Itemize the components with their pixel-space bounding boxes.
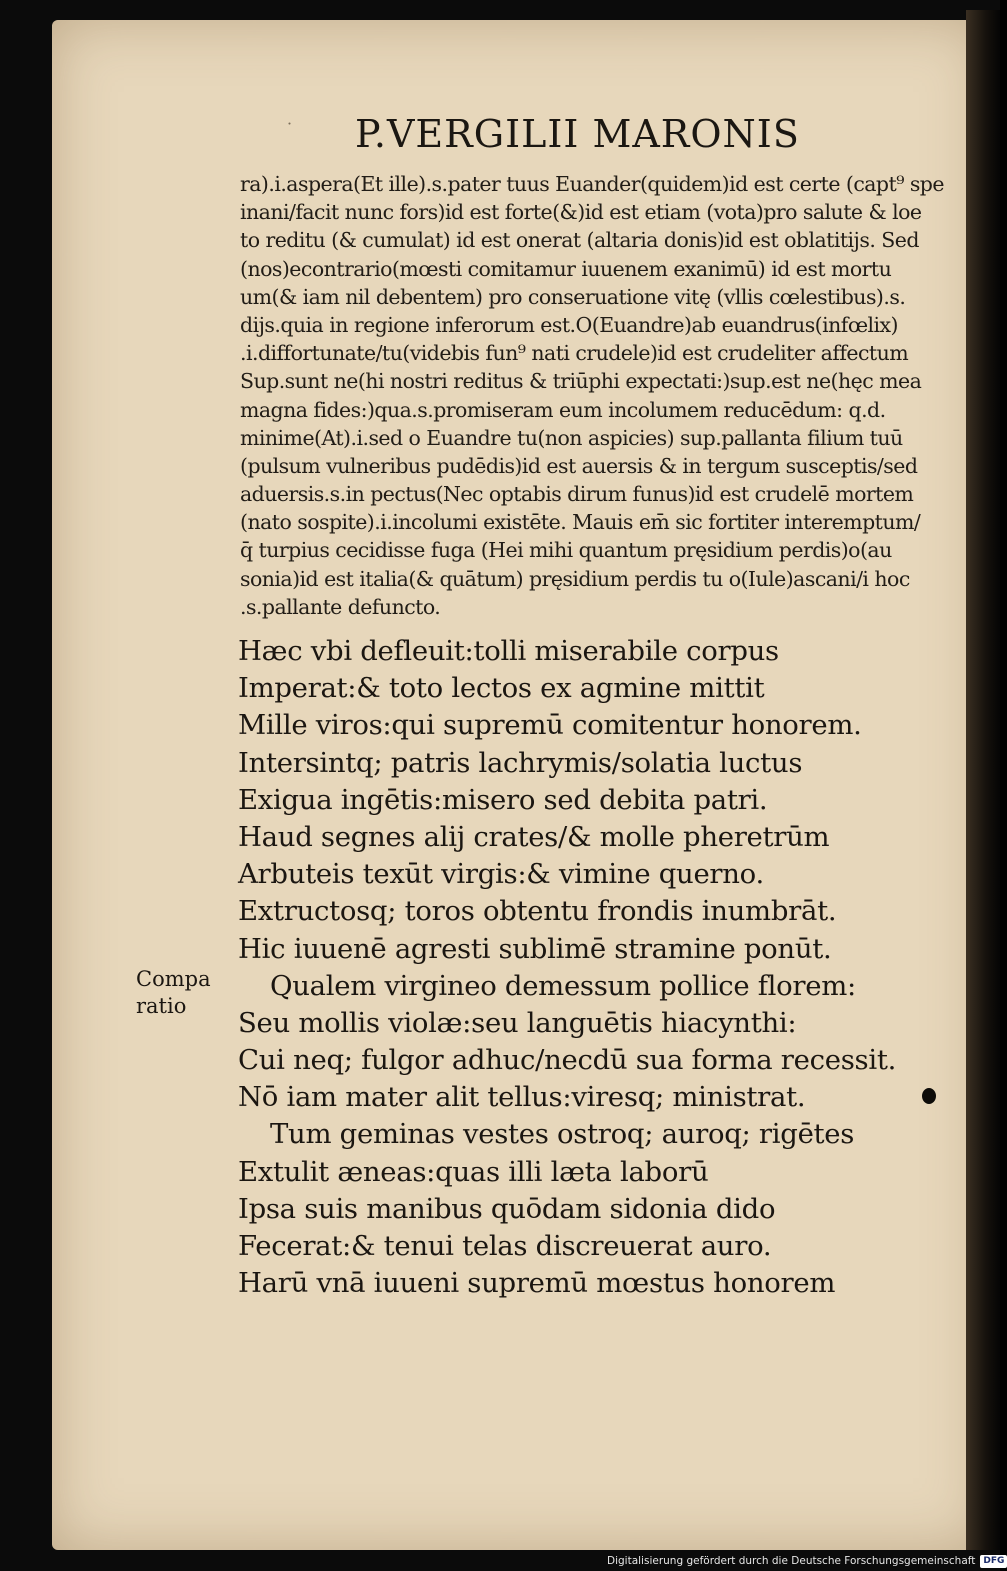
commentary-line: aduersis.s.in pectus(Nec optabis dirum funus)id est crudelē mortem — [240, 482, 914, 507]
verse-line: Hic iuuenē agresti sublimē stramine ponūt. — [238, 932, 832, 965]
verse-line: Extulit æneas:quas illi læta laborū — [238, 1155, 709, 1188]
verse-line: Nō iam mater alit tellus:viresq; ministrat. — [238, 1081, 806, 1114]
verse-line: Ipsa suis manibus quōdam sidonia dido — [238, 1192, 776, 1225]
verse-line: Harū vnā iuueni supremū mœstus honorem — [238, 1267, 836, 1300]
commentary-line: .i.diffortunate/tu(videbis fun⁹ nati crudele)id est crudeliter affectum — [240, 341, 909, 366]
commentary-line: (nos)econtrario(mœsti comitamur iuuenem exanimū) id est mortu — [240, 256, 892, 281]
commentary-line: Sup.sunt ne(hi nostri reditus & triūphi expectati:)sup.est ne(hęc mea — [240, 369, 922, 394]
ink-blot-mark — [922, 1088, 936, 1104]
commentary-line: ra).i.aspera(Et ille).s.pater tuus Euander(quidem)id est certe (capt⁹ spe — [240, 172, 944, 196]
dfg-logo: DFG — [980, 1555, 1007, 1568]
verse-line: Extructosq; toros obtentu frondis inumbrāt. — [238, 895, 837, 928]
verse-line: Haud segnes alij crates/& molle pheretrūm — [238, 820, 830, 853]
verse-line: Qualem virgineo demessum pollice florem: — [270, 969, 856, 1002]
verse-line: Cui neq; fulgor adhuc/necdū sua forma recessit. — [238, 1044, 897, 1077]
verse-block — [238, 633, 953, 1302]
book-binding-edge — [966, 10, 1000, 1550]
verse-line: Arbuteis texūt virgis:& vimine querno. — [238, 858, 764, 891]
footer-credit-text: Digitalisierung gefördert durch die Deutsche Forschungsgemeinschaft — [607, 1555, 976, 1567]
commentary-line: to reditu (& cumulat) id est onerat (altaria donis)id est oblatitijs. Sed — [240, 228, 919, 253]
printers-mark: ˙ — [285, 120, 294, 141]
commentary-line: .s.pallante defuncto. — [240, 594, 441, 619]
margin-note-line: ratio — [136, 994, 187, 1018]
verse-line: Imperat:& toto lectos ex agmine mittit — [238, 672, 765, 705]
commentary-line: (pulsum vulneribus pudēdis)id est auersis & in tergum susceptis/sed — [240, 453, 918, 478]
verse-line: Intersintq; patris lachrymis/solatia luctus — [238, 746, 803, 779]
verse-line: Seu mollis violæ:seu languētis hiacynthi: — [238, 1006, 797, 1039]
verse-line: Hæc vbi defleuit:tolli miserabile corpus — [238, 635, 779, 667]
commentary-line: sonia)id est italia(& quātum) pręsidium perdis tu o(Iule)ascani/i hoc — [240, 566, 910, 591]
margin-note — [136, 966, 211, 1020]
margin-note-line: Compa — [136, 967, 211, 991]
commentary-line: um(& iam nil debentem) pro conseruatione vitę (vllis cœlestibus).s. — [240, 284, 906, 309]
commentary-line: magna fides:)qua.s.promiseram eum incolumem reducēdum: q.d. — [240, 397, 886, 422]
commentary-line: inani/facit nunc fors)id est forte(&)id est etiam (vota)pro salute & loe — [240, 200, 922, 225]
commentary-line: q̄ turpius cecidisse fuga (Hei mihi quantum pręsidium perdis)o(au — [240, 538, 892, 563]
commentary-line: dijs.quia in regione inferorum est.O(Euandre)ab euandrus(infœlix) — [240, 312, 899, 337]
verse-line: Exigua ingētis:misero sed debita patri. — [238, 783, 768, 816]
verse-line: Fecerat:& tenui telas discreuerat auro. — [238, 1230, 772, 1262]
commentary-line: minime(At).i.sed o Euandre tu(non aspicies) sup.pallanta filium tuū — [240, 425, 903, 450]
verse-line: Tum geminas vestes ostroq; auroq; rigētes — [270, 1118, 855, 1151]
commentary-line: (nato sospite).i.incolumi existēte. Mauis em̄ sic fortiter interemptum/ — [240, 510, 921, 535]
verse-line: Mille viros:qui supremū comitentur honorem. — [238, 709, 862, 742]
commentary-block — [240, 170, 955, 621]
digitization-footer — [607, 1551, 1007, 1571]
running-header: P.VERGILII MARONIS — [355, 112, 800, 156]
